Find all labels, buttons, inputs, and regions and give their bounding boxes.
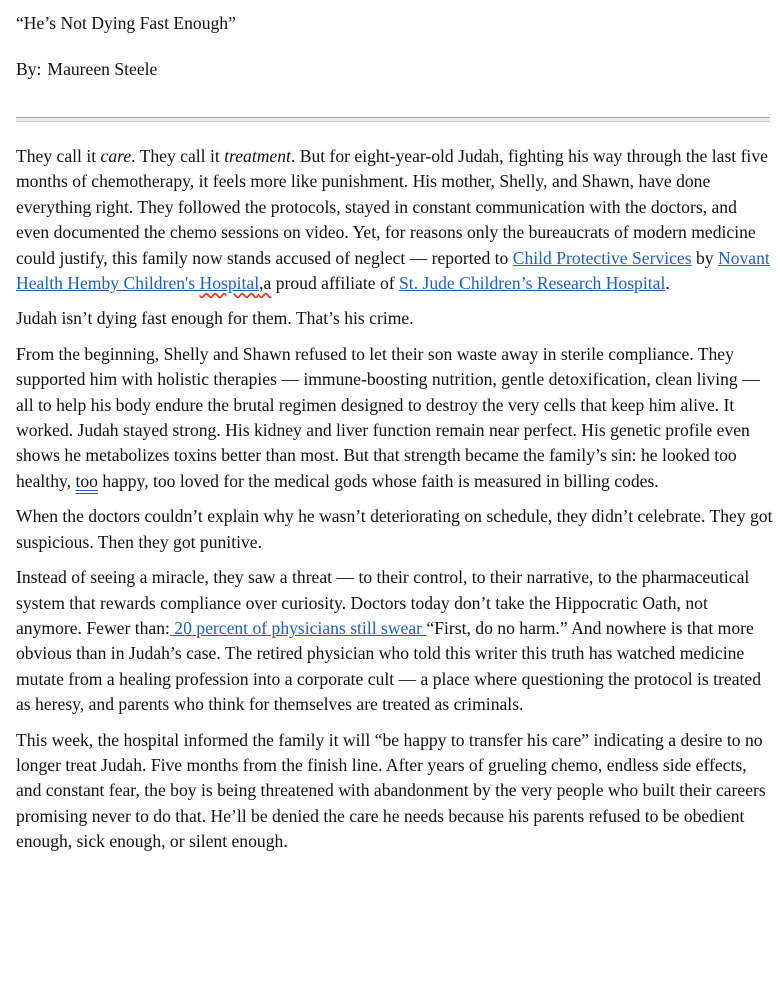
paragraph-6: This week, the hospital informed the family it will “be happy to transfer his care” indicating a desire to no longer treat Judah. Five months from the finish line. After years of grueling chemo, endless side effects, and constant fear, the boy is being threatened with abandonment by the very people who built their careers promising never to do that. He’ll be denied the care he needs because his parents refused to be obedient enough, sick enough, or silent enough. — [16, 729, 766, 852]
paragraph-2: Judah isn’t dying fast enough for them. That’s his crime. — [16, 308, 414, 329]
paragraph-1 — [16, 144, 774, 296]
p1-text-5: proud affiliate of — [271, 273, 400, 294]
spelling-flag-hospital: Hospital — [199, 273, 260, 294]
p3-text-2: happy, too loved for the medical gods whose faith is measured in billing codes. — [97, 470, 659, 491]
link-physicians-oath[interactable]: 20 percent of physicians still swear — [169, 617, 427, 638]
p1-emphasis-care: care — [100, 146, 132, 166]
spelling-flag-comma: ,a — [259, 273, 272, 294]
p1-text-3: . But for eight-year-old Judah, fighting his way through the last five months of chemotherapy, it feels more like punishment. His mother, Shelly, and Shawn, have done everything right. They followed the protocols, stayed in constant communication with the doctors, and even documented the chemo sessions on video. Yet, for reasons only the bureaucrats of modern medicine could justify, this family now stands accused of neglect — reported to — [16, 146, 768, 268]
article-title: “He’s Not Dying Fast Enough” — [16, 13, 236, 33]
horizontal-rule — [16, 117, 770, 122]
paragraph-4: When the doctors couldn’t explain why he wasn’t deteriorating on schedule, they didn’t celebrate. They got suspicious. Then they got punitive. — [16, 506, 773, 552]
paragraph-3 — [16, 342, 774, 494]
p1-text-6: . — [665, 273, 670, 294]
p1-text-1: They call it — [16, 146, 101, 166]
p1-emphasis-treatment: treatment — [224, 146, 291, 166]
p5-text-1: Instead of seeing a miracle, they saw a threat — to their control, to their narrative, to the pharmaceutical system that rewards compliance over curiosity. Doctors today don’t take the Hippocratic Oath, not anymore. Fewer than: — [16, 567, 750, 638]
link-st-jude[interactable]: St. Jude Children’s Research Hospital — [399, 273, 666, 294]
link-novant-health-text: Novant Health Hemby Children's — [16, 247, 770, 294]
p1-text-4: by — [691, 247, 718, 268]
article-body — [16, 144, 774, 865]
link-child-protective-services[interactable]: Child Protective Services — [512, 247, 692, 268]
paragraph-5 — [16, 565, 774, 717]
grammar-flag-too: too — [75, 470, 98, 491]
byline-label: By: — [16, 59, 42, 79]
p3-text-1: From the beginning, Shelly and Shawn refused to let their son waste away in sterile compliance. They supported him with holistic therapies — immune-boosting nutrition, gentle detoxification, clean living — all to help his body endure the brutal regimen designed to destroy the very cells that keep him alive. It worked. Judah stayed strong. His kidney and liver function remain near perfect. His genetic profile even shows he metabolizes toxins better than most. But that strength became the family’s sin: he looked too healthy, — [16, 343, 760, 491]
byline — [16, 57, 157, 82]
p5-text-2: “First, do no harm.” And nowhere is that more obvious than in Judah’s case. The retired physician who told this writer this truth has watched medicine mutate from a healing profession into a corporate cult — a place where questioning the protocol is treated as heresy, and parents who think for themselves are treated as criminals. — [16, 617, 762, 715]
p1-text-2: . They call it — [131, 146, 225, 166]
author-name: Maureen Steele — [47, 59, 158, 79]
